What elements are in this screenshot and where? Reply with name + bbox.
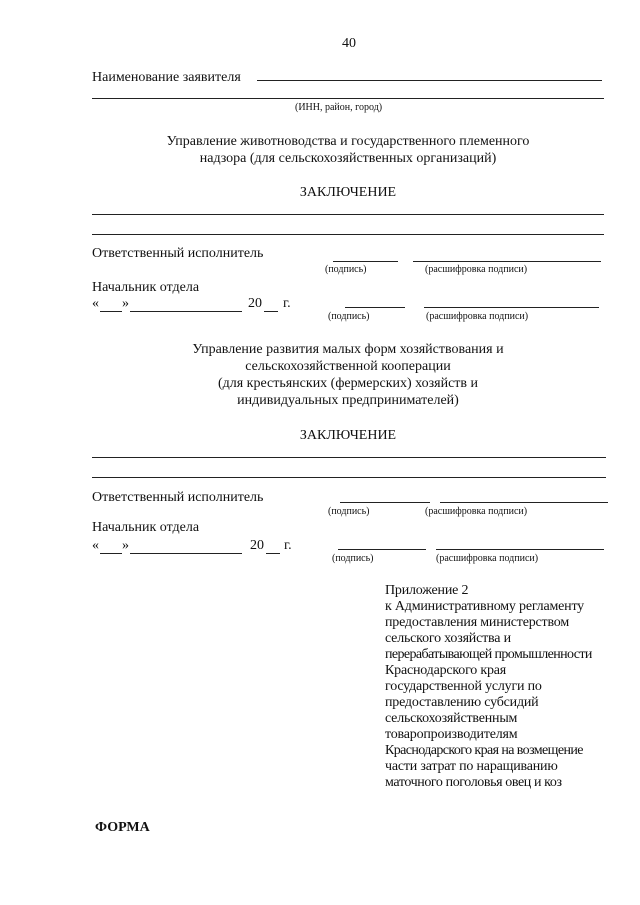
- section2-conclusion-line1[interactable]: [92, 457, 606, 458]
- appendix-line: сельскохозяйственным: [385, 711, 518, 726]
- section1-heading-line2: надзора (для сельскохозяйственных организаций): [199, 151, 497, 166]
- section2-date-day-line[interactable]: [100, 553, 122, 554]
- section2-year-line[interactable]: [266, 553, 280, 554]
- section1-signature-caption: (подпись): [325, 264, 367, 275]
- section2-decoding-caption: (расшифровка подписи): [425, 506, 528, 517]
- section2-head-decoding-line[interactable]: [436, 549, 604, 550]
- section2-heading-line1: Управление развития малых форм хозяйствования и: [192, 342, 504, 357]
- section2-executive-decoding-line[interactable]: [440, 502, 608, 503]
- section1-year-suffix: г.: [283, 296, 291, 311]
- appendix-line: перерабатывающей промышленности: [385, 647, 592, 662]
- section1-conclusion-line1[interactable]: [92, 214, 604, 215]
- appendix-line: к Административному регламенту: [385, 599, 584, 614]
- section2-conclusion-title: ЗАКЛЮЧЕНИЕ: [299, 428, 397, 443]
- section1-executive-signature-line[interactable]: [333, 261, 398, 262]
- appendix-line: части затрат по наращиванию: [385, 759, 558, 774]
- appendix-line: предоставления министерством: [385, 615, 569, 630]
- section1-head-label: Начальник отдела: [92, 280, 200, 295]
- section1-head-decoding-line[interactable]: [424, 307, 599, 308]
- applicant-label: Наименование заявителя: [92, 70, 241, 85]
- form-label: ФОРМА: [95, 820, 150, 835]
- section1-executive-decoding-line[interactable]: [413, 261, 601, 262]
- section2-year-prefix: 20: [250, 538, 264, 553]
- appendix-line: сельского хозяйства и: [385, 631, 511, 646]
- applicant-caption: (ИНН, район, город): [295, 102, 383, 113]
- section1-signature-caption2: (подпись): [328, 311, 370, 322]
- section1-conclusion-title: ЗАКЛЮЧЕНИЕ: [299, 185, 397, 200]
- page-number: 40: [342, 36, 356, 51]
- section2-date-close: »: [122, 538, 129, 553]
- section2-executive-signature-line[interactable]: [340, 502, 430, 503]
- section1-date-open: «: [92, 296, 99, 311]
- appendix-line: государственной услуги по: [385, 679, 542, 694]
- section2-executive-label: Ответственный исполнитель: [92, 490, 264, 505]
- section2-head-label: Начальник отдела: [92, 520, 200, 535]
- section2-heading-line4: индивидуальных предпринимателей): [237, 393, 459, 408]
- applicant-input-line[interactable]: [257, 80, 602, 81]
- appendix-line: товаропроизводителям: [385, 727, 518, 742]
- section1-date-day-line[interactable]: [100, 311, 122, 312]
- appendix-line: Краснодарского края на возмещение: [385, 743, 583, 758]
- appendix-line: маточного поголовья овец и коз: [385, 775, 562, 790]
- section1-decoding-caption: (расшифровка подписи): [425, 264, 528, 275]
- section2-heading-line2: сельскохозяйственной кооперации: [245, 359, 451, 374]
- appendix-line: Краснодарского края: [385, 663, 507, 678]
- section1-date-month-line[interactable]: [130, 311, 242, 312]
- section2-decoding-caption2: (расшифровка подписи): [436, 553, 539, 564]
- section2-heading-line3: (для крестьянских (фермерских) хозяйств и: [217, 376, 479, 391]
- appendix-block: [385, 583, 605, 791]
- section2-signature-caption2: (подпись): [332, 553, 374, 564]
- section1-year-line[interactable]: [264, 311, 278, 312]
- appendix-line: предоставлению субсидий: [385, 695, 539, 710]
- appendix-line: Приложение 2: [385, 583, 469, 598]
- section1-heading-line1: Управление животноводства и государственного племенного: [166, 134, 530, 149]
- section1-year-prefix: 20: [248, 296, 262, 311]
- section2-date-month-line[interactable]: [130, 553, 242, 554]
- section1-conclusion-line2[interactable]: [92, 234, 604, 235]
- section1-head-signature-line[interactable]: [345, 307, 405, 308]
- section2-date-open: «: [92, 538, 99, 553]
- applicant-second-line[interactable]: [92, 98, 604, 99]
- section1-date-close: »: [122, 296, 129, 311]
- section1-executive-label: Ответственный исполнитель: [92, 246, 264, 261]
- section2-signature-caption: (подпись): [328, 506, 370, 517]
- section2-head-signature-line[interactable]: [338, 549, 426, 550]
- section1-decoding-caption2: (расшифровка подписи): [426, 311, 529, 322]
- section2-conclusion-line2[interactable]: [92, 477, 606, 478]
- section2-year-suffix: г.: [284, 538, 292, 553]
